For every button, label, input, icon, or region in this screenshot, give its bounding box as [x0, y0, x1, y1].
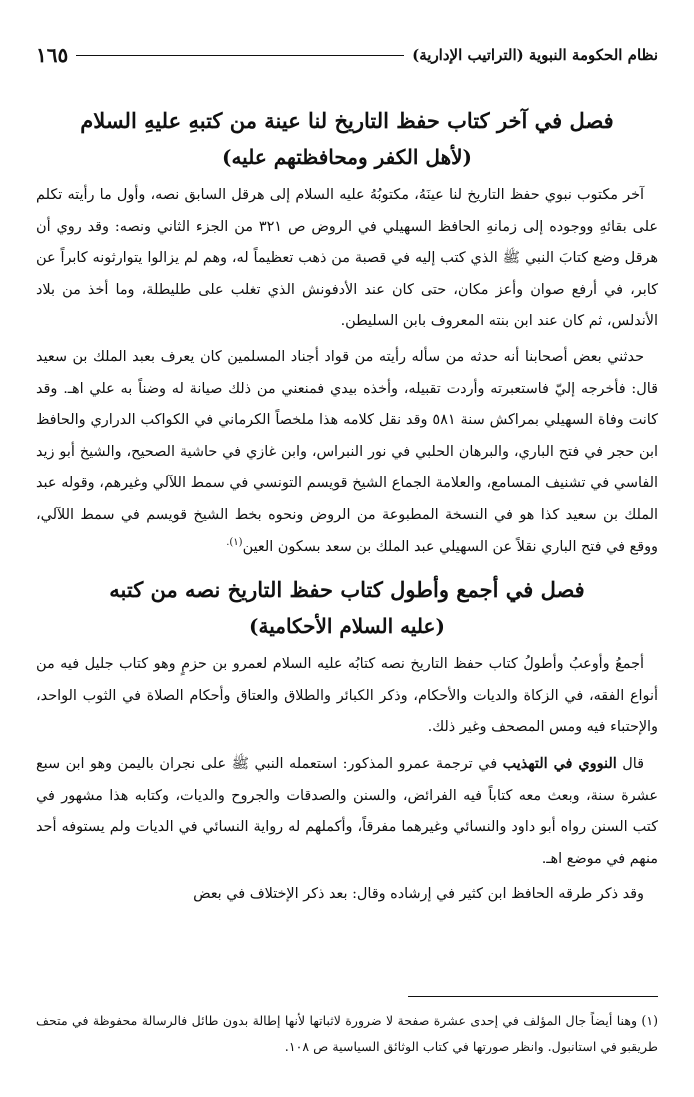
footnote: (١) وهنا أيضاً جال المؤلف في إحدى عشرة صفحة لا ضرورة لاثباتها لأنها إطالة بدون طائل فالرسالة محفوظة في متحف طريقبو في استانبول. وانظر صورتها في كتاب الوثائق السياسية ص ١٠٨.	[36, 1013, 658, 1054]
section-1-paragraph-1: آخر مكتوب نبوي حفظ التاريخ لنا عينَهُ، مكتوبُهُ عليه السلام إلى هرقل السابق نصه، وأول ما رأيته تكلم على بقائهِ ووجوده إلى زمانهِ الحافظ السهيلي في الروض ص ٣٢١ من الجزء الثاني ونصه: وقد روي أن هرقل وضع كتابَ النبي ﷺ الذي كتب إليه في قصبة من ذهب تعظيماً له، وهم لم يزالوا يتوارثونه كابراً عن كابر، في أرفع صوان وأعز مكان، حتى كان عند الأدفونش الذي تغلب على طليطلة، وما أخذ من بلاد الأندلس، ثم كان عند ابن بنته المعروف بابن السليطن.	[36, 187, 658, 330]
section-2-subtitle: (عليه السلام الأحكامية)	[249, 614, 445, 639]
section-2-paragraph-3: وقد ذكر طرقه الحافظ ابن كثير في إرشاده وقال: بعد ذكر الإختلاف في بعض	[193, 886, 644, 903]
running-head	[36, 40, 658, 70]
section-2-paragraph-2-lead: قال	[616, 755, 644, 772]
header-rule	[76, 55, 404, 56]
footnote-rule	[408, 996, 658, 997]
running-head-title: نظام الحكومة النبوية (التراتيب الإدارية)	[412, 46, 658, 64]
section-2-paragraph-2-rest: في ترجمة عمرو المذكور: استعمله النبي ﷺ على نجران باليمن وهو ابن سبع عشرة سنة، وبعث معه كتاباً فيه الفرائض، والسنن والصدقات والجروح والديات، وكتابه هذا مشهور في كتب السنن رواه أبو داود والنسائي وغيرهما مفرقاً، وأكملهم له رواية النسائي في الديات ولم يستوفه أحد منهم في موضع اهـ.	[36, 755, 658, 867]
footnote-reference: (١).	[226, 536, 243, 548]
section-2-paragraph-1: أجمعُ وأوعبُ وأطولُ كتاب حفظ التاريخ نصه كتابُه عليه السلام لعمرو بن حزمٍ وهو كتاب جليل فيه من أنواع الفقه، في الزكاة والديات والأحكام، وذكر الكبائر والطلاق والعتاق وأحكام الصلاة في الثوب الواحد، والإحتباء فيه ومس المصحف وغير ذلك.	[36, 656, 658, 736]
page-number: ١٦٥	[36, 43, 69, 67]
section-1-paragraph-2	[36, 342, 658, 563]
section-1-subtitle: (لأهل الكفر ومحافظتهم عليه)	[222, 145, 472, 169]
section-1-title: فصل في آخر كتاب حفظ التاريخ لنا عينة من كتبهِ عليهِ السلام	[80, 108, 614, 133]
section-1-paragraph-2-text: حدثني بعض أصحابنا أنه حدثه من سأله رأيته من قواد أجناد المسلمين كان يعرف بعبد الملك بن سعيد قال: فأخرجه إليّ فاستعبرته وأردت تقبيله، وأخذه بيدي فمنعني من ذلك صيانة له وضناً به علي اهـ. وقد كانت وفاة السهيلي بمراكش سنة ٥٨١ وقد نقل كلامه هذا ملخصاً الكرماني في الكواكب الدراري والحافظ ابن حجر في فتح الباري، والبرهان الحلبي في نور النبراس، وابن غازي في حاشية الصحيح، والشيخ أبو زيد الفاسي في تشنيف المسامع، والعلامة الجماع الشيخ قويسم التونسي في سمط اللآلي وغيرهم، وقوله عبد الملك بن سعيد كذا هو في النسخة المطبوعة من الروض ونحوه بخط الشيخ قويسم في سمط اللآلي، ووقع في فتح الباري نقلاً عن السهيلي عبد الملك بن سعد بسكون العين	[36, 348, 659, 555]
section-2-paragraph-2	[36, 748, 658, 875]
section-2-title: فصل في أجمع وأطول كتاب حفظ التاريخ نصه من كتبه	[109, 577, 585, 603]
cited-source-bold: النووي في التهذيب	[502, 754, 617, 772]
